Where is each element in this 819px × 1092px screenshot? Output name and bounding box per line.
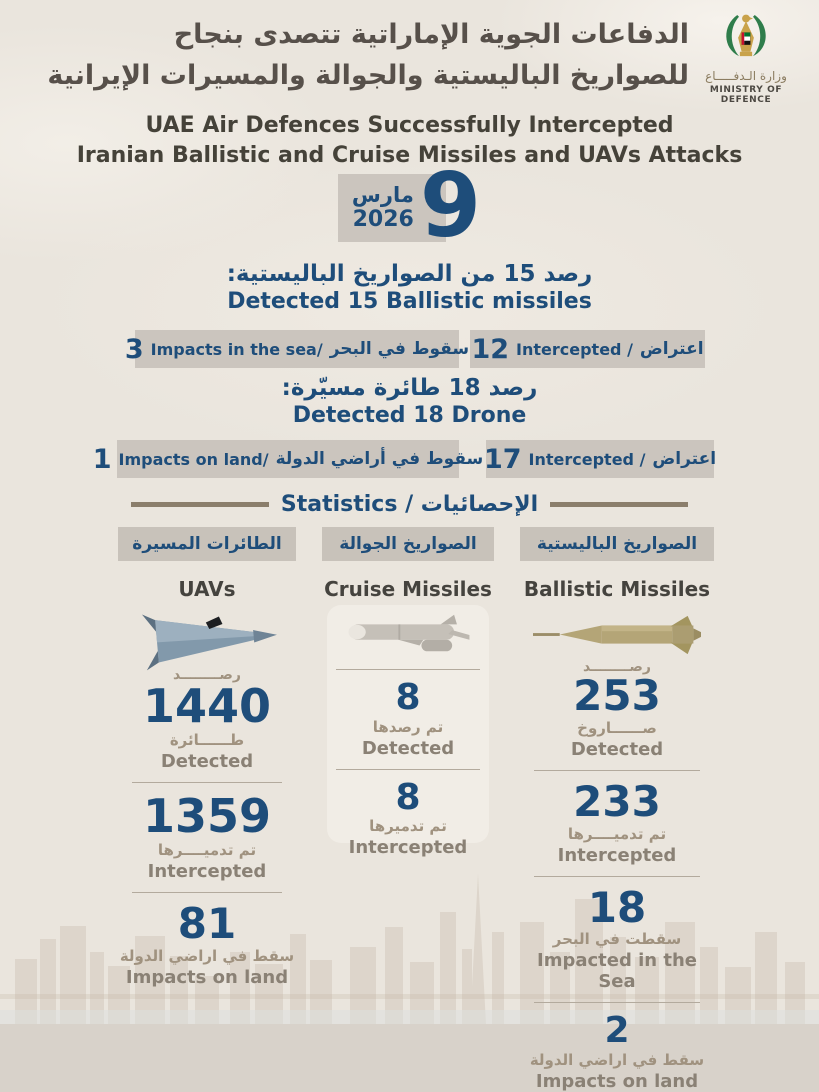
- ballistic-detect-kashida-arabic: رصــــــــد: [583, 659, 651, 675]
- ballistic-sea-impact-stat: [520, 882, 714, 993]
- ministry-name-arabic: وزارة الـدفـــــاع: [705, 69, 787, 83]
- date-day-number: 9: [419, 154, 482, 257]
- cruise-detected-label-english: Detected: [361, 737, 455, 759]
- date-year: 2026: [352, 207, 414, 233]
- ballistic-detected-stat: [520, 671, 714, 760]
- drone-intercepted-label-en: Intercepted /: [528, 449, 646, 469]
- statistics-title-arabic: الإحصائيات: [420, 492, 539, 517]
- ballistic-column-title-english: Ballistic Missiles: [523, 577, 711, 601]
- cruise-column-header-arabic: الصواريخ الجوالة: [322, 527, 494, 561]
- ballistic-sea-impact-value: 18: [587, 882, 647, 932]
- uav-drone-icon: [118, 605, 296, 667]
- ballistic-sea-impacts-bar: [124, 330, 470, 368]
- ministry-of-defence-logo: [685, 8, 807, 105]
- ministry-name-english: MINISTRY OF DEFENCE: [709, 85, 783, 105]
- cruise-missile-icon: [322, 609, 494, 659]
- cruise-intercepted-label-english: Intercepted: [348, 837, 468, 859]
- ballistic-detected-value: 253: [573, 671, 661, 720]
- divider: [534, 770, 700, 771]
- title-rule-right: [550, 502, 688, 507]
- falcon-emblem-icon: [718, 8, 774, 64]
- uav-intercepted-label-english: Intercepted: [147, 860, 267, 882]
- ballistic-detected-label-arabic: صــــــاروخ: [577, 718, 657, 737]
- ballistic-heading-english: Detected 15 Ballistic missiles: [227, 289, 592, 314]
- statistics-title-text: [281, 492, 538, 517]
- cruise-intercepted-label-arabic: تم تدميرها: [369, 817, 447, 836]
- ballistic-missile-column: [520, 527, 714, 1092]
- cruise-column-title-english: Cruise Missiles: [324, 577, 492, 601]
- statistics-title-english: Statistics /: [280, 492, 414, 517]
- drone-land-impacts-label-en: Impacts on land/: [118, 449, 269, 469]
- uav-intercepted-value: 1359: [142, 788, 272, 843]
- drone-summary-heading: [0, 374, 819, 430]
- drone-intercepted-bar: [483, 440, 717, 478]
- ballistic-land-impacts-label-english: Impacts on land: [535, 1071, 699, 1092]
- cruise-detected-stat: [322, 677, 494, 759]
- drone-land-impacts-bar: [92, 440, 484, 478]
- ballistic-intercepted-label-english: Intercepted: [557, 844, 677, 866]
- ballistic-summary-heading: [0, 260, 819, 316]
- uav-land-impacts-label-english: Impacts on land: [125, 966, 289, 988]
- ballistic-land-impacts-label-arabic: سقط في اراضي الدولة: [529, 1051, 705, 1070]
- uav-detected-label-english: Detected: [160, 750, 254, 772]
- uav-detect-kashida-arabic: رصــــــــد: [173, 667, 241, 683]
- uav-intercepted-label-arabic: تم تدميــــرها: [157, 840, 257, 859]
- subtitle-english-line2: Iranian Ballistic and Cruise Missiles and UAVs Attacks: [76, 143, 743, 168]
- cruise-detected-label-arabic: تم رصدها: [372, 717, 444, 736]
- ballistic-sea-impacts-value: 3: [124, 333, 144, 365]
- drone-land-impacts-value: 1: [92, 443, 112, 475]
- ballistic-sea-impacts-label-ar: سقوط في البحر: [329, 339, 470, 359]
- cruise-intercepted-value: 8: [395, 776, 421, 818]
- ballistic-sea-impacts-label-en: Impacts in the sea/: [150, 339, 323, 359]
- uav-land-impacts-stat: [118, 898, 296, 988]
- drone-intercepted-label-ar: اعتراض: [652, 449, 717, 469]
- uav-intercepted-stat: [118, 788, 296, 882]
- ballistic-intercepted-label-en: Intercepted /: [516, 339, 633, 359]
- uav-detected-stat: [118, 679, 296, 772]
- uav-land-impacts-label-arabic: سقط في اراضي الدولة: [119, 946, 295, 965]
- cruise-detected-value: 8: [395, 677, 421, 718]
- ballistic-detected-label-english: Detected: [570, 738, 664, 760]
- main-title-arabic-line2: للصواريخ الباليستية والجوالة والمسيرات الإيرانية: [47, 60, 689, 91]
- ballistic-sea-impact-label-english: Impacted in the Sea: [537, 950, 697, 993]
- ballistic-sea-impact-label-arabic: سقطت في البحر: [552, 930, 682, 949]
- date-month-arabic: مارس: [351, 183, 414, 208]
- cruise-missile-column: [322, 527, 494, 858]
- divider: [132, 782, 282, 783]
- ballistic-column-header-arabic: الصواريخ الباليستية: [520, 527, 714, 561]
- divider: [336, 769, 480, 770]
- uav-land-impacts-value: 81: [177, 898, 237, 948]
- ballistic-heading-arabic: رصد 15 من الصواريخ الباليستية:: [226, 261, 593, 287]
- drone-heading-arabic: رصد 18 طائرة مسيّرة:: [281, 375, 538, 401]
- main-title-arabic-line1: الدفاعات الجوية الإماراتية تتصدى بنجاح: [173, 19, 689, 50]
- drone-heading-english: Detected 18 Drone: [292, 403, 527, 428]
- divider: [132, 892, 282, 893]
- uav-column: [118, 527, 296, 988]
- ballistic-intercepted-value: 233: [573, 776, 661, 826]
- ballistic-intercepted-label-arabic: تم تدميــــرها: [567, 824, 667, 843]
- drone-intercepted-value: 17: [483, 443, 522, 475]
- ballistic-intercepted-stat: [520, 776, 714, 866]
- ballistic-missile-icon: [520, 611, 714, 659]
- ballistic-land-impacts-stat: [520, 1010, 714, 1092]
- ballistic-land-impacts-value: 2: [604, 1010, 630, 1052]
- title-rule-left: [131, 502, 269, 507]
- ballistic-intercepted-label-ar: اعتراض: [639, 339, 704, 359]
- divider: [336, 669, 480, 670]
- divider: [534, 1002, 700, 1003]
- cruise-intercepted-stat: [322, 776, 494, 859]
- uav-detected-value: 1440: [142, 679, 272, 733]
- subtitle-english-line1: UAE Air Defences Successfully Intercepted: [145, 113, 674, 138]
- uav-detected-label-arabic: طــــــائرة: [169, 730, 245, 749]
- uav-column-header-arabic: الطائرات المسيرة: [118, 527, 296, 561]
- ballistic-intercepted-value: 12: [471, 333, 510, 365]
- statistics-section-title: [0, 492, 819, 517]
- divider: [534, 876, 700, 877]
- uav-column-title-english: UAVs: [178, 577, 236, 601]
- subtitle-english: [0, 111, 819, 171]
- main-title-arabic: [47, 14, 689, 96]
- drone-land-impacts-label-ar: سقوط في أراضي الدولة: [275, 449, 484, 469]
- ballistic-intercepted-bar: [470, 330, 705, 368]
